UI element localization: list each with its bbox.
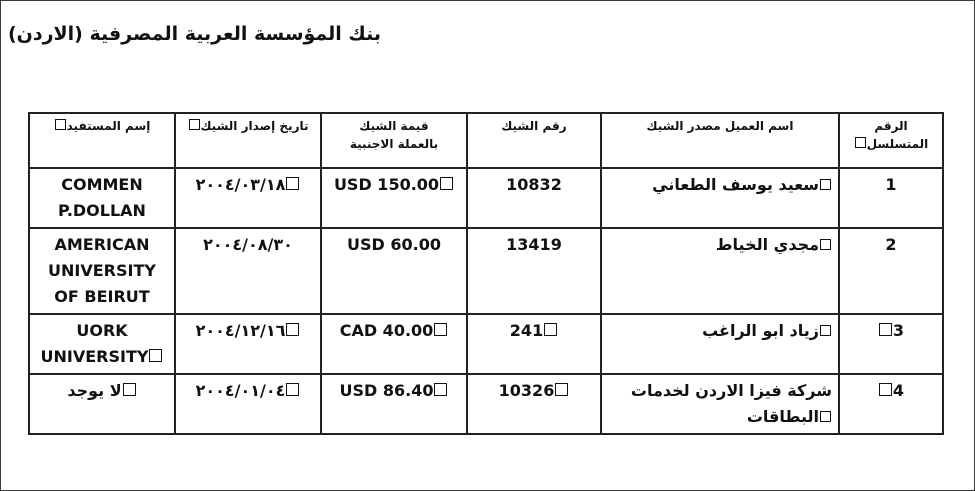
- issue-date-cell: [175, 314, 321, 374]
- customer-name: مجدي الخياط: [715, 235, 819, 254]
- beneficiary-line: P.DOLLAN: [58, 201, 146, 220]
- amount-cell: [321, 228, 467, 314]
- beneficiary-line: AMERICAN: [54, 235, 150, 254]
- cheque-number-cell: [467, 314, 601, 374]
- checkbox-icon: [544, 323, 557, 336]
- issue-date-cell: [175, 228, 321, 314]
- issue-date-value: ٢٠٠٤/٠٨/٣٠: [203, 235, 293, 254]
- checkbox-icon: [855, 137, 866, 148]
- checkbox-icon: [440, 177, 453, 190]
- serial-value: 4: [892, 381, 905, 400]
- cheque-number-cell: 10832: [467, 168, 601, 228]
- cheques-table: [28, 112, 944, 435]
- checkbox-icon: [820, 179, 831, 190]
- amount-value: USD 60.00: [347, 235, 441, 254]
- checkbox-icon: [879, 323, 892, 336]
- amount-value: USD 86.40: [339, 381, 434, 400]
- header-serial-line2: المتسلسل: [866, 137, 929, 151]
- header-beneficiary: [29, 113, 175, 168]
- checkbox-icon: [55, 119, 66, 130]
- serial-value: 3: [892, 321, 905, 340]
- checkbox-icon: [879, 383, 892, 396]
- checkbox-icon: [434, 323, 447, 336]
- customer-name: سعيد يوسف الطعاني: [652, 175, 819, 194]
- issue-date-value: ٢٠٠٤/٠١/٠٤: [195, 381, 286, 400]
- issue-date-cell: [175, 374, 321, 434]
- cheque-number-cell: [467, 374, 601, 434]
- customer-cell: [601, 374, 839, 434]
- customer-cell: [601, 168, 839, 228]
- checkbox-icon: [434, 383, 447, 396]
- beneficiary-cell: [29, 228, 175, 314]
- header-customer: اسم العميل مصدر الشيك: [601, 113, 839, 168]
- checkbox-icon: [820, 411, 831, 422]
- checkbox-icon: [820, 239, 831, 250]
- checkbox-icon: [123, 383, 136, 396]
- cheque-number-cell: 13419: [467, 228, 601, 314]
- checkbox-icon: [286, 323, 299, 336]
- amount-value: USD 150.00: [333, 175, 440, 194]
- amount-value: CAD 40.00: [339, 321, 434, 340]
- customer-cell: [601, 228, 839, 314]
- beneficiary-line: UNIVERSITY: [40, 347, 149, 366]
- header-serial: [839, 113, 943, 168]
- cheque-number-value: 241: [509, 321, 544, 340]
- header-amount-line1: قيمة الشيك: [359, 119, 429, 133]
- amount-cell: [321, 314, 467, 374]
- header-issue-date-label: تاريخ إصدار الشيك: [200, 119, 309, 133]
- issue-date-cell: [175, 168, 321, 228]
- header-cheque-number: رقم الشيك: [467, 113, 601, 168]
- checkbox-icon: [286, 383, 299, 396]
- document-title: بنك المؤسسة العربية المصرفية (الاردن): [7, 23, 381, 45]
- header-amount: [321, 113, 467, 168]
- checkbox-icon: [555, 383, 568, 396]
- cheque-number-value: 10326: [498, 381, 555, 400]
- checkbox-icon: [286, 177, 299, 190]
- issue-date-value: ٢٠٠٤/٠٣/١٨: [195, 175, 286, 194]
- checkbox-icon: [149, 349, 162, 362]
- table-row: [29, 314, 943, 374]
- header-amount-line2: بالعملة الاجنبية: [349, 137, 439, 151]
- table-row: [29, 374, 943, 434]
- beneficiary-cell: [29, 374, 175, 434]
- serial-cell: 2: [839, 228, 943, 314]
- table-row: [29, 228, 943, 314]
- issue-date-value: ٢٠٠٤/١٢/١٦: [195, 321, 286, 340]
- customer-cell: [601, 314, 839, 374]
- checkbox-icon: [189, 119, 200, 130]
- beneficiary-line: لا يوجد: [67, 381, 122, 400]
- header-issue-date: [175, 113, 321, 168]
- checkbox-icon: [820, 325, 831, 336]
- customer-name: زياد ابو الراغب: [702, 321, 819, 340]
- header-beneficiary-label: إسم المستفيد: [66, 119, 151, 133]
- customer-name-line2: البطاقات: [746, 407, 819, 426]
- beneficiary-line: OF BEIRUT: [54, 287, 150, 306]
- beneficiary-cell: [29, 168, 175, 228]
- table-header-row: [29, 113, 943, 168]
- beneficiary-cell: [29, 314, 175, 374]
- customer-name: شركة فيزا الاردن لخدمات: [630, 381, 832, 400]
- header-serial-line1: الرقم: [874, 119, 908, 133]
- serial-cell: 1: [839, 168, 943, 228]
- beneficiary-line: UNIVERSITY: [48, 261, 156, 280]
- beneficiary-line: COMMEN: [61, 175, 143, 194]
- serial-cell: [839, 314, 943, 374]
- serial-cell: [839, 374, 943, 434]
- amount-cell: [321, 374, 467, 434]
- table-row: [29, 168, 943, 228]
- beneficiary-line: UORK: [76, 321, 128, 340]
- amount-cell: [321, 168, 467, 228]
